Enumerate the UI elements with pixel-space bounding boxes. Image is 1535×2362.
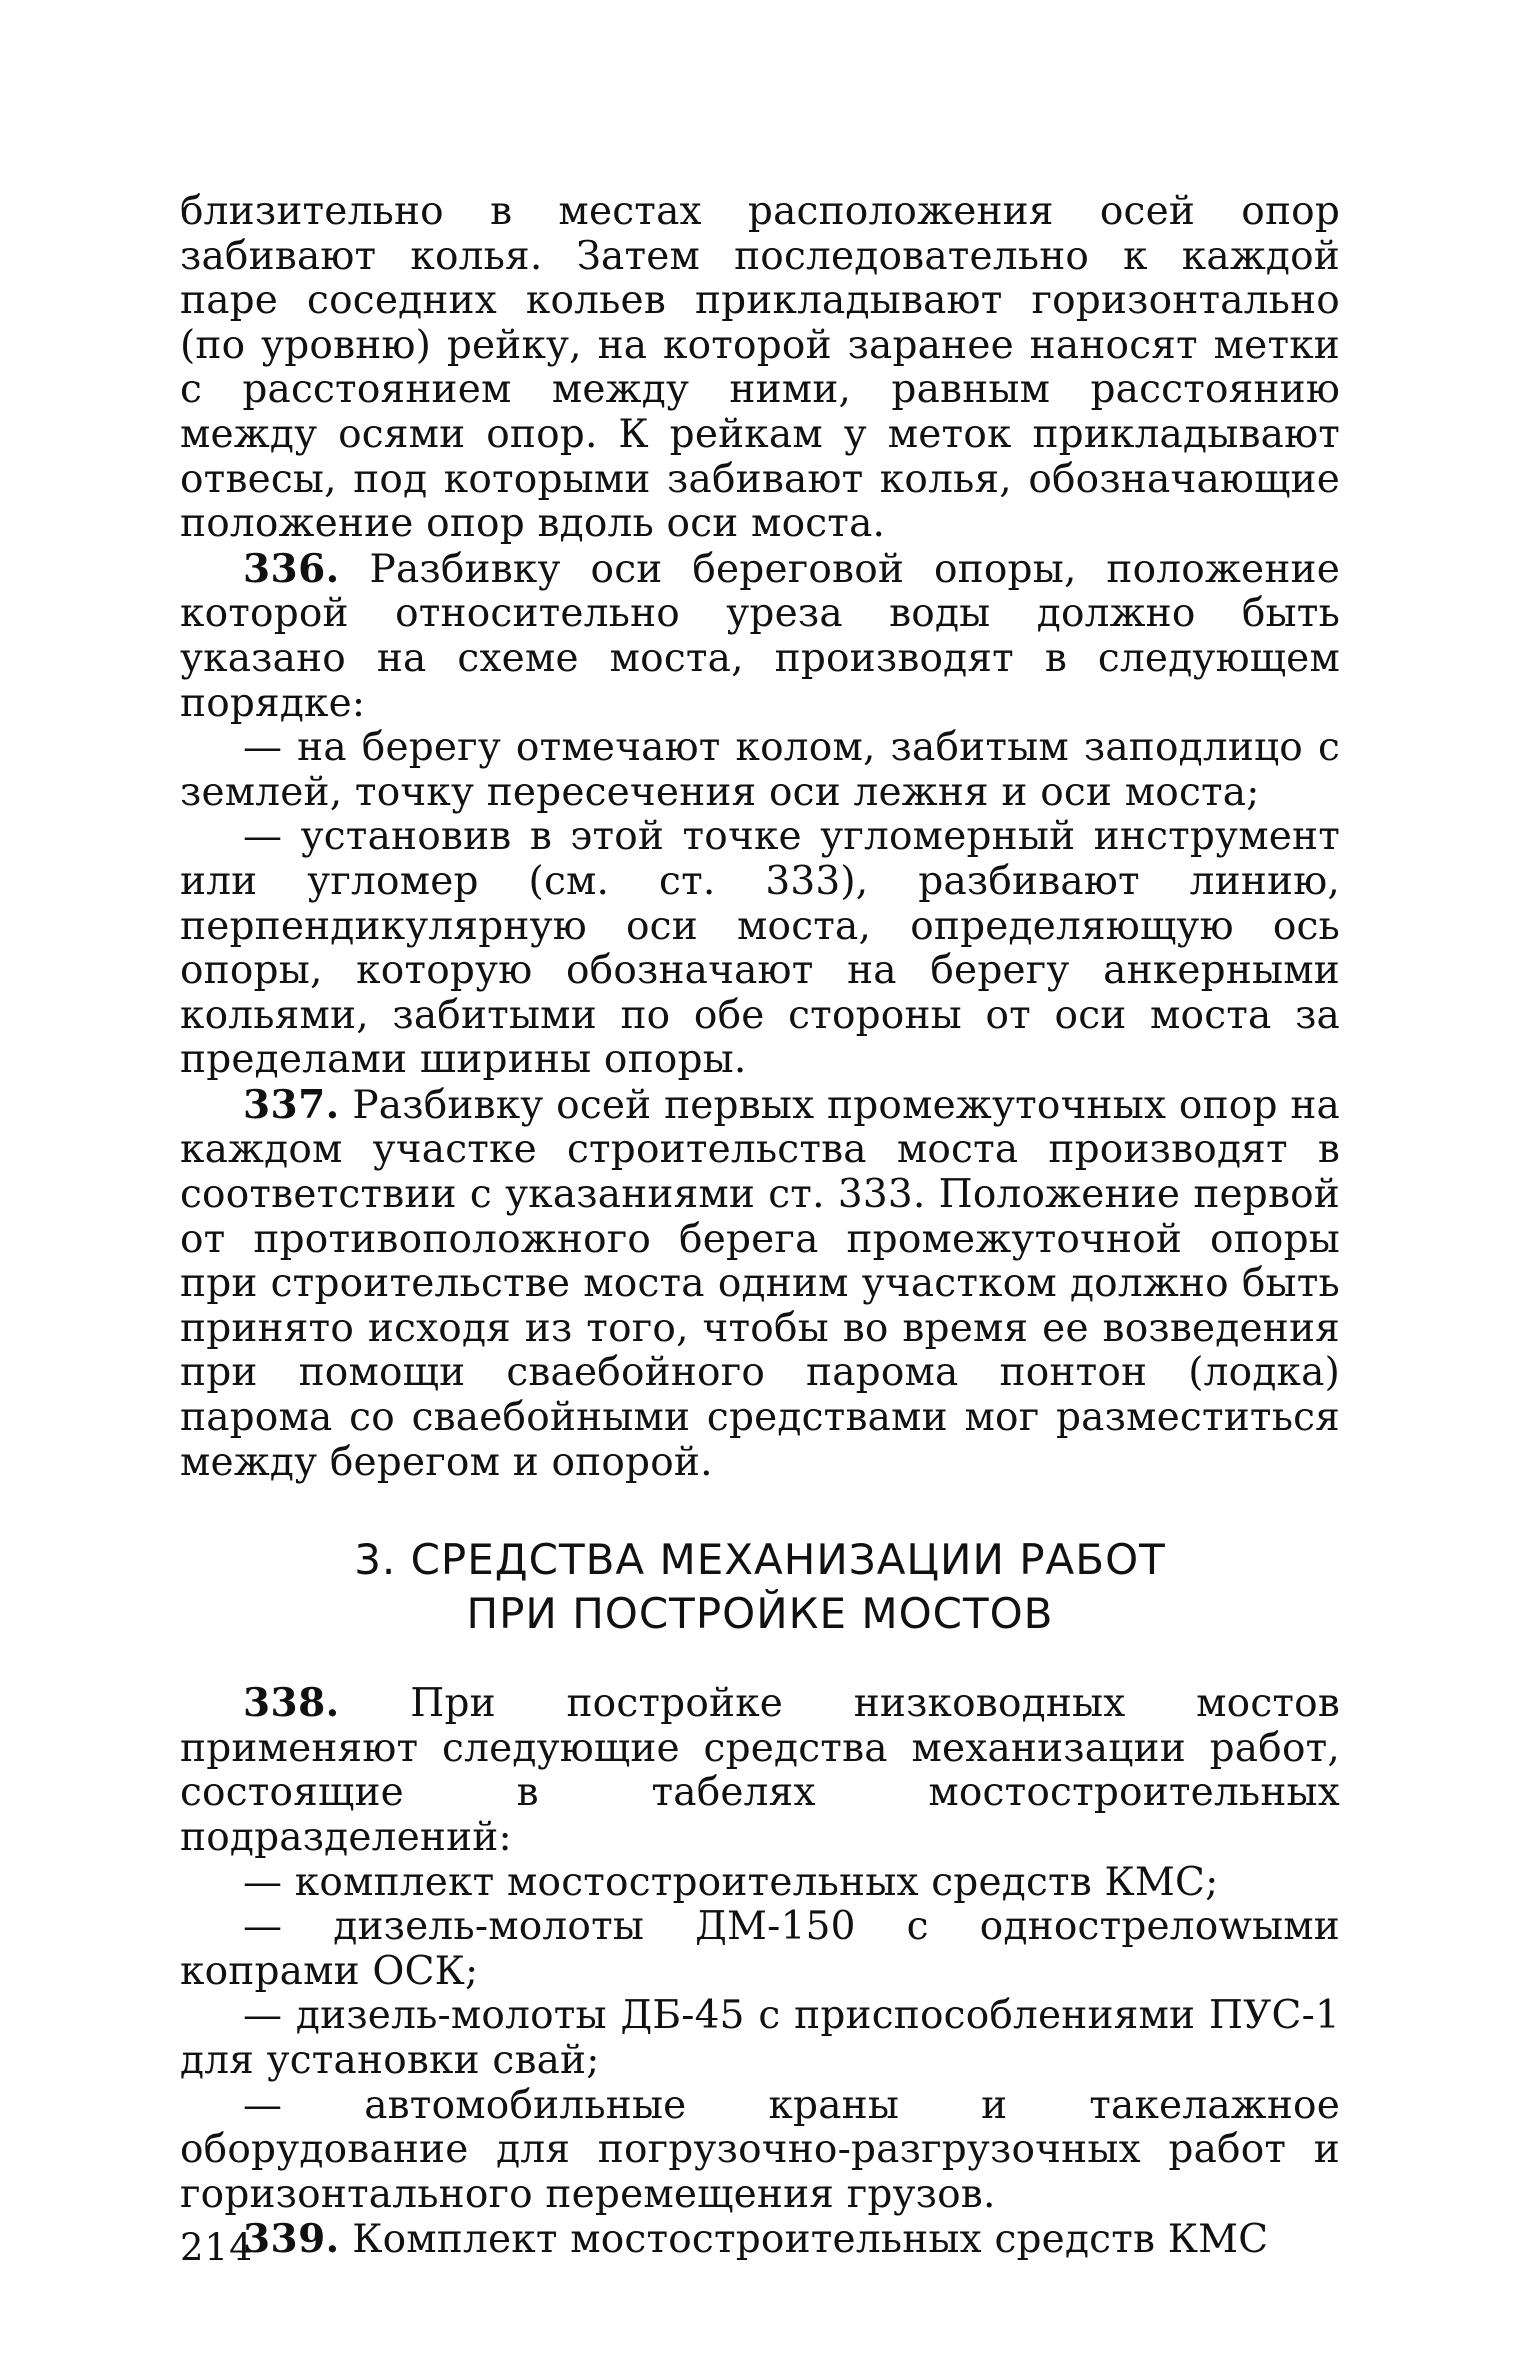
paragraph-number: 338. — [243, 1680, 340, 1727]
paragraph-338 — [180, 1681, 1340, 1860]
list-item: — автомобильные краны и такелажное оборудование для погрузочно-разгрузочных работ и горизонтального перемещения грузов. — [180, 2082, 1340, 2217]
list-item: — комплект мостостроительных средств КМС; — [243, 1859, 1219, 1905]
chapter-heading — [180, 1533, 1340, 1641]
list-item: — на берегу отмечают колом, забитым заподлицо с землей, точку пересечения оси лежня и оси моста; — [180, 725, 1340, 815]
paragraph-number: 339. — [243, 2216, 340, 2263]
list-item: — установив в этой точке угломерный инструмент или угломер (см. ст. 333), разбивают линию, перпендикулярную оси моста, определяющую ось опоры, которую обозначают на берегу анкерными кольями, забитыми по обе стороны от оси моста за пределами ширины опоры. — [180, 814, 1340, 1083]
paragraph-text: Комплект мостостроительных средств КМС — [352, 2217, 1269, 2263]
paragraph-336 — [180, 547, 1340, 726]
paragraph-337 — [180, 1083, 1340, 1485]
book-page — [180, 190, 1340, 2310]
paragraph-339 — [180, 2217, 1340, 2263]
paragraph-text: Разбивку осей первых промежуточных опор на каждом участке строительства моста производят в соответствии с указаниями ст. 333. Положение первой от противоположного берега промежуточной опоры при строительстве моста одним участком должно быть принято исходя из того, чтобы во время ее возведения при помощи сваебойного парома понтон (лодка) парома со сваебойными средствами мог разместиться между берегом и опорой. — [180, 1082, 1340, 1485]
list-item: — дизель-молоты ДМ-150 с однострелowыми копрами ОСК; — [180, 1904, 1340, 1994]
chapter-heading-line-1: 3. СРЕДСТВА МЕХАНИЗАЦИИ РАБОТ — [354, 1535, 1166, 1585]
list-item: — дизель-молоты ДБ-45 с приспособлениями ПУС-1 для установки свай; — [180, 1993, 1340, 2083]
paragraph-text: Разбивку оси береговой опоры, положение которой относительно уреза воды должно быть указано на схеме моста, производят в следующем порядке: — [180, 546, 1340, 726]
paragraph-text: При постройке низководных мостов применяют следующие средства механизации работ, состоящие в табелях мостостроительных подразделений: — [180, 1681, 1340, 1860]
paragraph-number: 337. — [243, 1081, 340, 1128]
chapter-heading-line-2: ПРИ ПОСТРОЙКЕ МОСТОВ — [466, 1589, 1054, 1639]
intro-paragraph: близительно в местах расположения осей опор забивают колья. Затем последовательно к каждой паре соседних кольев прикладывают горизонтально (по уровню) рейку, на которой заранее наносят метки с расстоянием между ними, равным расстоянию между осями опор. К рейкам у меток прикладывают отвесы, под которыми забивают колья, обозначающие положение опор вдоль оси моста. — [180, 189, 1340, 547]
paragraph-number: 336. — [243, 545, 340, 592]
page-number: 214 — [180, 2226, 254, 2269]
